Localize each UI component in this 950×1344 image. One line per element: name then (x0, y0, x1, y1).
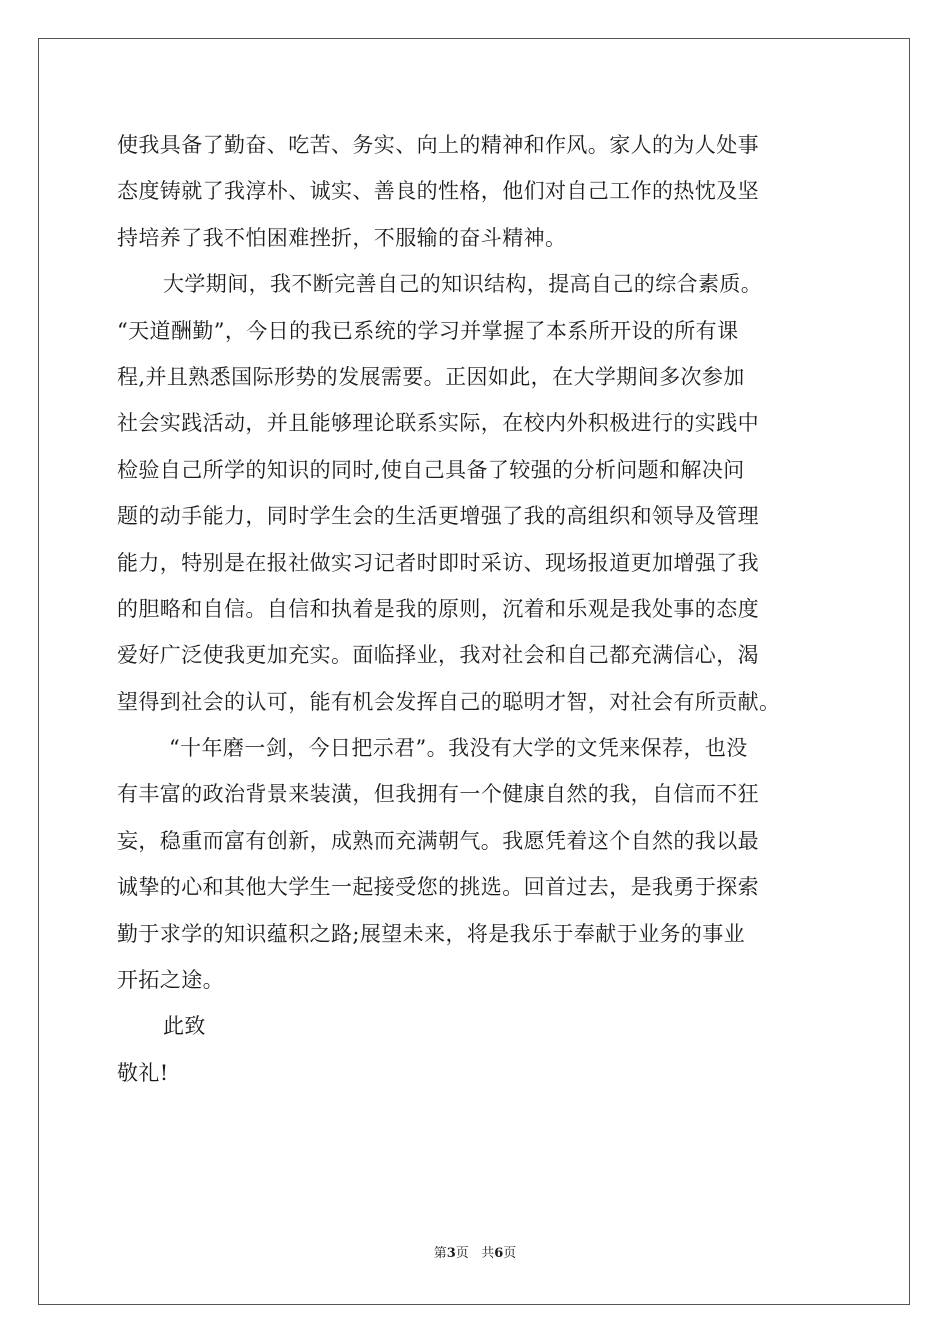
letter-body (117, 122, 837, 1096)
text-line: 爱好广泛使我更加充实。面临择业，我对社会和自己都充满信心，渴 (117, 643, 759, 668)
page-label: 页 (455, 1246, 469, 1261)
page-prefix: 第 (433, 1246, 447, 1261)
text-line: 开拓之途。 (117, 968, 224, 993)
text-line: 检验自己所学的知识的同时,使自己具备了较强的分析问题和解决问 (117, 457, 745, 482)
total-label: 页 (503, 1246, 517, 1261)
closing-regards: 敬礼! (117, 1060, 169, 1085)
text-line: 持培养了我不怕困难挫折，不服输的奋斗精神。 (117, 225, 567, 250)
current-page-number: 3 (446, 1246, 456, 1261)
total-page-count: 6 (494, 1246, 504, 1261)
closing-salutation: 此致 (163, 1014, 206, 1039)
text-line: 诚挚的心和其他大学生一起接受您的挑选。回首过去，是我勇于探索 (117, 875, 759, 900)
text-line: 有丰富的政治背景来装潢，但我拥有一个健康自然的我，自信而不狂 (117, 782, 759, 807)
text-line: 的胆略和自信。自信和执着是我的原则，沉着和乐观是我处事的态度 (117, 596, 759, 621)
text-line: 能力，特别是在报社做实习记者时即时采访、现场报道更加增强了我 (117, 550, 759, 575)
text-line: 态度铸就了我淳朴、诚实、善良的性格，他们对自己工作的热忱及坚 (117, 179, 759, 204)
text-line: 程,并且熟悉国际形势的发展需要。正因如此，在大学期间多次参加 (117, 364, 745, 389)
text-line: “天道酬勤”，今日的我已系统的学习并掌握了本系所开设的所有课 (117, 318, 739, 343)
text-line: 社会实践活动，并且能够理论联系实际，在校内外积极进行的实践中 (117, 411, 759, 436)
page-number-footer (0, 1242, 950, 1261)
paragraph-start-line: 大学期间，我不断完善自己的知识结构，提高自己的综合素质。 (163, 272, 763, 297)
text-line: 勤于求学的知识蕴积之路;展望未来，将是我乐于奉献于业务的事业 (117, 921, 746, 946)
paragraph-start-line: “十年磨一剑，今日把示君”。我没有大学的文凭来保荐，也没 (169, 736, 748, 761)
total-prefix: 共 (481, 1246, 495, 1261)
text-line: 题的动手能力，同时学生会的生活更增强了我的高组织和领导及管理 (117, 504, 759, 529)
text-line: 使我具备了勤奋、吃苦、务实、向上的精神和作风。家人的为人处事 (117, 133, 759, 157)
text-line: 妄，稳重而富有创新，成熟而充满朝气。我愿凭着这个自然的我以最 (117, 828, 759, 853)
text-line: 望得到社会的认可，能有机会发挥自己的聪明才智，对社会有所贡献。 (117, 689, 781, 714)
